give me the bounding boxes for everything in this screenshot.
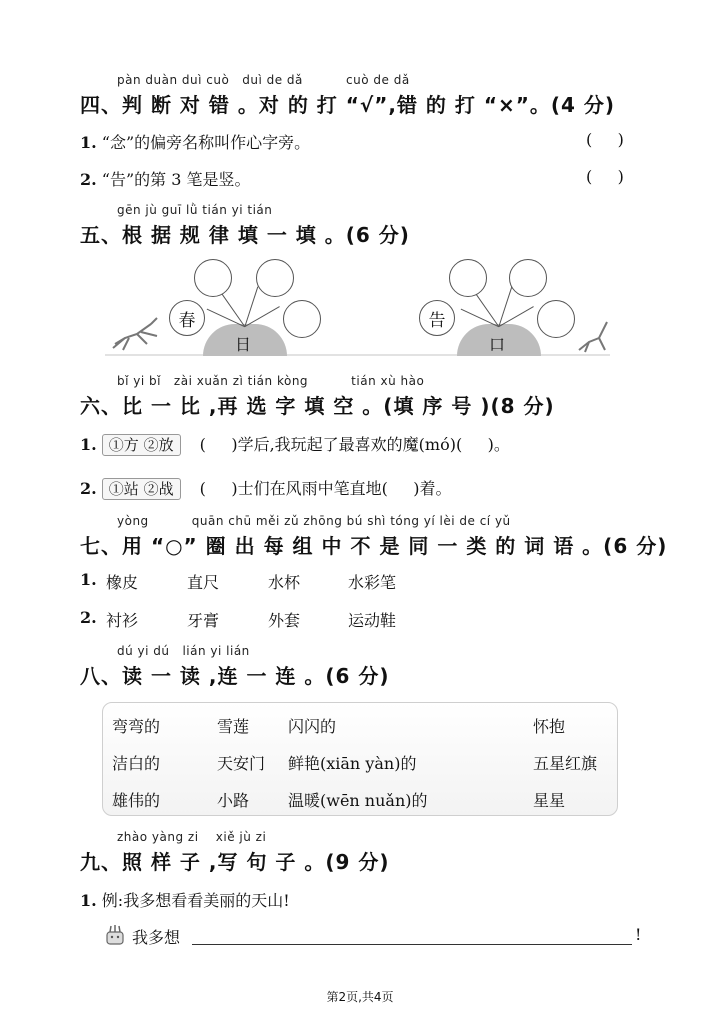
word[interactable]: 衬衫 [106, 611, 139, 630]
answer-circle[interactable] [537, 300, 575, 338]
answer-line[interactable] [192, 944, 632, 945]
answer-circle[interactable] [256, 259, 294, 297]
match-word[interactable]: 怀抱 [533, 717, 566, 736]
sec4-item-1 [80, 130, 310, 153]
choice-box: ①站 ②战 [102, 478, 181, 500]
sentence-prompt: 我多想 [132, 928, 181, 947]
sec9-example [80, 888, 290, 911]
sec6-item-1 [80, 432, 510, 455]
item-text: “念”的偏旁名称叫作心字旁。 [101, 133, 311, 152]
sec4-item-2 [80, 167, 251, 190]
sec5-pinyin: gēn jù guī lǜ tián yi tián [117, 203, 273, 217]
word[interactable]: 运动鞋 [348, 611, 397, 630]
given-char-left: 春 [169, 300, 205, 336]
word[interactable]: 水彩笔 [348, 573, 397, 592]
match-word[interactable]: 雪莲 [217, 717, 250, 736]
match-word[interactable]: 弯弯的 [112, 717, 161, 736]
sec5-title: 五、根 据 规 律 填 一 填 。(6 分) [80, 223, 410, 247]
answer-circle[interactable] [283, 300, 321, 338]
sec7-title: 七、用 “○” 圈 出 每 组 中 不 是 同 一 类 的 词 语 。(6 分) [80, 534, 668, 558]
sec6-item-2 [80, 476, 452, 499]
answer-paren[interactable]: ( ) [586, 167, 624, 186]
sec9-title: 九、照 样 子 ,写 句 子 。(9 分) [80, 850, 390, 874]
match-word[interactable]: 鲜艳(xiān yàn)的 [288, 754, 417, 773]
given-char-right: 告 [419, 300, 455, 336]
word[interactable]: 外套 [268, 611, 301, 630]
match-word[interactable]: 小路 [217, 791, 250, 810]
choice-box: ①方 ②放 [102, 434, 181, 456]
match-word[interactable]: 五星红旗 [533, 754, 598, 773]
sec4-title: 四、判 断 对 错 。对 的 打 “√”,错 的 打 “×”。(4 分) [80, 93, 616, 117]
match-word[interactable]: 雄伟的 [112, 791, 161, 810]
sec4-pinyin: pàn duàn duì cuò duì de dǎ cuò de dǎ [117, 73, 410, 87]
item-number: 2. [80, 608, 97, 627]
item-number: 2. [80, 479, 97, 498]
match-word[interactable]: 星星 [533, 791, 566, 810]
item-number: 1. [80, 891, 97, 910]
radical-diagram [105, 250, 610, 360]
item-text: ( )士们在风雨中笔直地( )着。 [199, 479, 452, 498]
word[interactable]: 橡皮 [106, 573, 139, 592]
item-number: 2. [80, 170, 97, 189]
item-number: 1. [80, 435, 97, 454]
sec7-row-1 [80, 570, 97, 589]
sec8-title: 八、读 一 读 ,连 一 连 。(6 分) [80, 664, 390, 688]
word[interactable]: 水杯 [268, 573, 301, 592]
answer-circle[interactable] [194, 259, 232, 297]
item-text: ( )学后,我玩起了最喜欢的魔(mó)( )。 [199, 435, 510, 454]
answer-circle[interactable] [509, 259, 547, 297]
answer-circle[interactable] [449, 259, 487, 297]
item-number: 1. [80, 570, 97, 589]
base-char-right: 口 [489, 335, 506, 354]
sec7-row-2 [80, 608, 97, 627]
sec6-pinyin: bǐ yi bǐ zài xuǎn zì tián kòng tián xù hào [117, 374, 425, 388]
word[interactable]: 牙膏 [187, 611, 220, 630]
sentence-end: ! [635, 925, 642, 944]
match-word[interactable]: 洁白的 [112, 754, 161, 773]
item-text: “告”的第 3 笔是竖。 [101, 170, 251, 189]
word[interactable]: 直尺 [187, 573, 220, 592]
example-text: 例:我多想看看美丽的天山! [101, 891, 290, 910]
base-char-left: 日 [235, 335, 252, 354]
page-footer: 第2页,共4页 [326, 990, 394, 1004]
sec8-pinyin: dú yi dú lián yi lián [117, 644, 250, 658]
sec6-title: 六、比 一 比 ,再 选 字 填 空 。(填 序 号 )(8 分) [80, 394, 555, 418]
mantis-icon [575, 320, 609, 356]
match-word[interactable]: 温暖(wēn nuǎn)的 [288, 791, 428, 810]
match-word[interactable]: 天安门 [217, 754, 266, 773]
sec9-pinyin: zhào yàng zi xiě jù zi [117, 830, 267, 844]
mantis-icon [107, 314, 163, 354]
answer-paren[interactable]: ( ) [586, 130, 624, 149]
sec7-pinyin: yòng quān chū měi zǔ zhōng bú shì tóng yí lèi de cí yǔ [117, 514, 511, 528]
match-word[interactable]: 闪闪的 [288, 717, 337, 736]
item-number: 1. [80, 133, 97, 152]
pencil-pot-icon [104, 924, 126, 946]
